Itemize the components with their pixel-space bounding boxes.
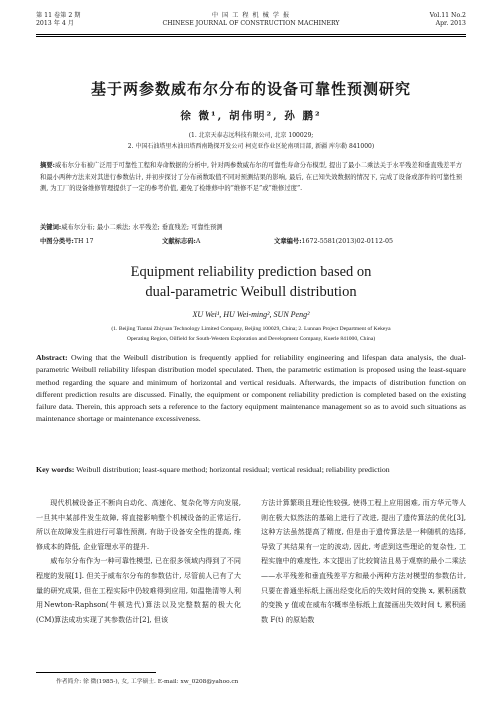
keywords-en xyxy=(36,464,466,476)
date-zh: 2013 年 4 月 xyxy=(36,20,74,27)
journal-zh: 中 国 工 程 机 械 学 报 xyxy=(211,12,291,19)
authors-zh: 徐 微¹, 胡伟明², 孙 鹏² xyxy=(180,110,322,122)
body-columns xyxy=(36,496,466,661)
clc-label: 中图分类号: xyxy=(40,238,74,245)
abstract-zh xyxy=(40,160,462,195)
keywords-zh-label: 关键词: xyxy=(40,224,62,231)
doc-label: 文献标志码: xyxy=(162,238,196,245)
abstract-en-label: Abstract: xyxy=(36,353,68,362)
author-footnote: 作者简介: 徐 微(1985-), 女, 工学硕士. E-mail: xw_0208@yahoo.cn xyxy=(56,679,239,685)
affiliation-en-2: Operating Region, Oilfield for South-Western Exploration and Development Company, Kuerle 841000, China) xyxy=(126,336,376,342)
affiliation-en xyxy=(40,324,462,344)
keywords-en-text: Weibull distribution; least-square method; horizontal residual; vertical residual; reliability prediction xyxy=(76,465,390,474)
keywords-zh xyxy=(40,222,462,233)
affiliation-en-1: (1. Beijing Tiantai Zhiyuan Technology Limited Company, Beijing 100029, China; 2. Lunnan Project Department of Kekeya xyxy=(111,326,391,332)
abstract-zh-text: 威布尔分布被广泛用于可靠性工程和寿命数据的分析中, 针对两参数威布尔的可靠性寿命分布模型, 提出了最小二乘法关于水平残差和垂直残差平方和最小两种方法来对其进行参数估计, 并初步探讨了分布函数取值不同对预测结果的影响, 最后, 在已知失效数据的情况下, 完成了设备或部件的可靠性预测, 为工厂的设备维修管理提供了一定的参考价值, 避免了检维修中的“维修不足”或“维修过度”. xyxy=(40,162,462,192)
affiliation-zh-2: 2. 中国石油塔里木油田塔西南勘探开发公司 柯克亚作业区轮南项目部, 新疆 库尔勒 841000) xyxy=(127,143,375,150)
abstract-zh-label: 摘要: xyxy=(40,162,55,169)
article-label: 文章编号: xyxy=(274,238,302,245)
header-rule xyxy=(36,34,466,37)
issue-zh: 第 11 卷第 2 期 xyxy=(36,12,81,19)
header-center xyxy=(36,12,466,28)
date-en: Apr. 2013 xyxy=(435,20,466,27)
clc-value: TH 17 xyxy=(73,238,94,245)
header-right xyxy=(430,12,466,28)
body-paragraph: 现代机械设备正不断向自动化、高速化、复杂化等方向发展, 一旦其中某部件发生故障, 将直接影响整个机械设备的正常运行, 所以在故障发生前进行可靠性预测, 有助于设备安全性的提高, 维修成本的降低, 企业管理水平的提升. xyxy=(36,498,241,551)
keywords-zh-text: 威布尔分布; 最小二乘法; 水平残差; 垂直残差; 可靠性预测 xyxy=(61,224,223,231)
title-en-line-2: dual-parametric Weibull distribution xyxy=(145,284,357,300)
body-right-column xyxy=(261,496,466,627)
abstract-en-text: Owing that the Weibull distribution is frequently applied for reliability engineering and lifespan data analysis, the dual-parametric Weibull reliability lifespan distribution model speculated. Then, the parametric estimation is proposed using the least-square method regarding the square and minimum of horizontal and vertical residuals. Afterwards, the impacts of distribution function on different prediction results are discussed. Finally, the equipment or component reliability prediction is completed based on the existing failure data. Therein, this approach sets a reference to the factory equipment maintenance management so as to avoid such situations as maintenance shortage or maintenance excessiveness. xyxy=(36,353,467,424)
journal-en: CHINESE JOURNAL OF CONSTRUCTION MACHINERY xyxy=(162,20,340,27)
title-en xyxy=(0,262,502,302)
article-value: 1672-5581(2013)02-0112-05 xyxy=(301,238,393,245)
body-left-column xyxy=(36,496,241,627)
title-zh: 基于两参数威布尔分布的设备可靠性预测研究 xyxy=(90,80,411,98)
authors-en: XU Wei¹, HU Wei-ming², SUN Peng² xyxy=(192,310,310,319)
classification-zh xyxy=(40,236,462,247)
vol-en: Vol.11 No.2 xyxy=(429,12,466,19)
footnote-rule xyxy=(36,672,156,673)
body-paragraph: 方法计算繁琐且理论性较强, 使得工程上应用困难, 而方华元等人则在极大似然法的基础上进行了改进, 提出了遗传算法的优化[3], 这种方法虽然提高了精度, 但是由于遗传算法是一种随机的选择, 导致了其结果有一定的波动, 因此, 考虑到这些理论的复杂性, 工程实施中的难度性, 本文提出了比较简洁且易于观察的最小二乘法——水平残差和垂直残差平方和最小两种方法对模型的参数估计, 只要在普通坐标纸上画出经变化后的失效时间的变换 x, 累积函数的变换 y 值或在威布尔概率坐标纸上直接画出失效时间 t, 累积函数 F(t) 的原始数 xyxy=(261,498,466,624)
doc-value: A xyxy=(195,238,201,245)
abstract-en xyxy=(36,352,466,426)
affiliation-zh-1: (1. 北京天泰志远科技有限公司, 北京 100029; xyxy=(188,132,314,139)
title-en-line-1: Equipment reliability prediction based on xyxy=(130,264,372,280)
keywords-en-label: Key words: xyxy=(36,465,75,474)
body-paragraph: 威布尔分布作为一种可靠性模型, 已在很多领域内得到了不同程度的发展[1]. 但关于威布尔分布的参数估计, 尽管前人已有了大量的研究成果, 但在工程实际中仍较难得到应用, 如温艳清等人利用Newton-Raphson(牛顿迭代)算法以及完整数据的极大化(CM)算法成功实现了其参数估计[2], 但该 xyxy=(36,556,241,624)
